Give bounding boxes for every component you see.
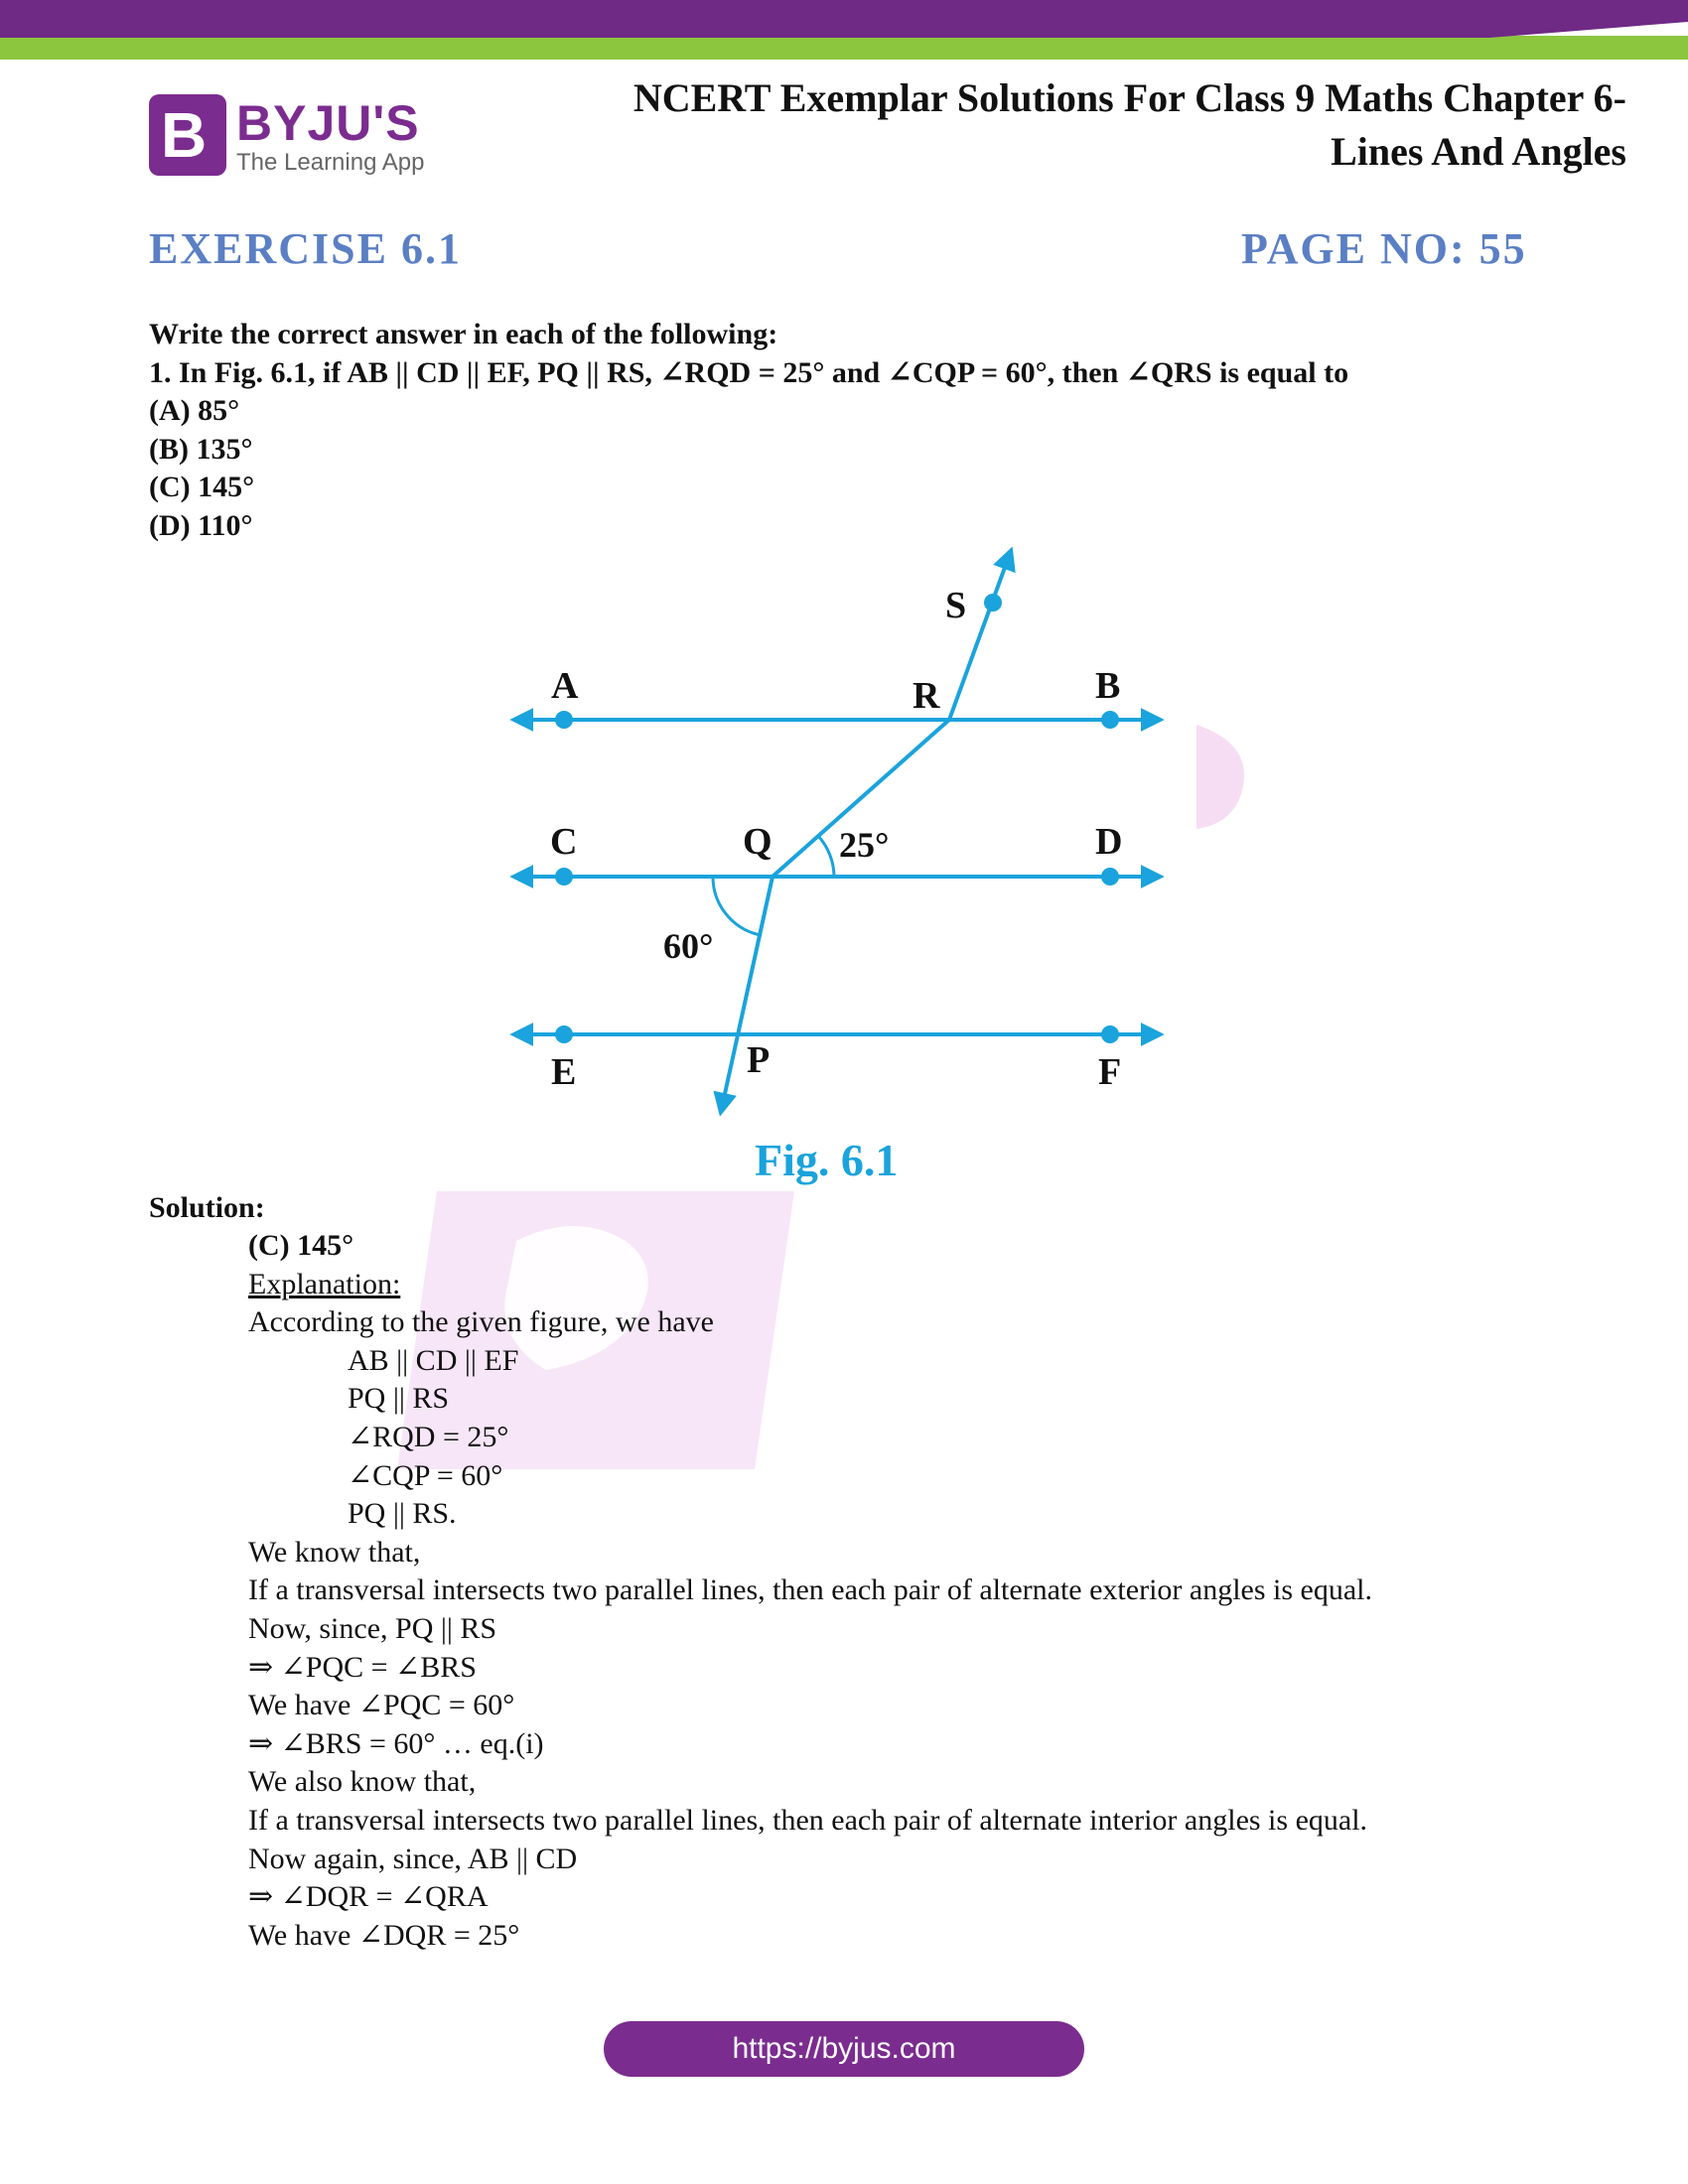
geometry-figure bbox=[496, 541, 1211, 1137]
given-2: PQ || RS bbox=[348, 1382, 450, 1416]
arc-60 bbox=[713, 877, 761, 935]
question-text: 1. In Fig. 6.1, if AB || CD || EF, PQ || RS, ∠RQD = 25° and ∠CQP = 60°, then ∠QRS is equal to bbox=[149, 355, 1349, 389]
byjus-logo bbox=[149, 94, 447, 184]
step-4: ⇒ ∠PQC = ∠BRS bbox=[248, 1650, 477, 1684]
label-p: P bbox=[747, 1039, 771, 1081]
step-7: We also know that, bbox=[248, 1765, 477, 1799]
given-3: ∠RQD = 25° bbox=[348, 1420, 509, 1453]
given-5: PQ || RS. bbox=[348, 1497, 457, 1531]
label-q: Q bbox=[743, 821, 773, 863]
given-4: ∠CQP = 60° bbox=[348, 1458, 503, 1492]
option-a: (A) 85° bbox=[149, 394, 240, 427]
figure-caption: Fig. 6.1 bbox=[755, 1135, 899, 1185]
label-d: D bbox=[1095, 821, 1123, 863]
label-r: R bbox=[913, 675, 940, 717]
page-number: PAGE NO: 55 bbox=[1241, 224, 1527, 273]
document-title: NCERT Exemplar Solutions For Class 9 Maths Chapter 6- Lines And Angles bbox=[633, 75, 1626, 174]
line-rs bbox=[949, 551, 1011, 720]
brand-name: BYJU'S bbox=[236, 95, 420, 151]
brand-tagline: The Learning App bbox=[236, 149, 425, 176]
instruction: Write the correct answer in each of the following: bbox=[149, 318, 778, 350]
option-d: (D) 110° bbox=[149, 508, 253, 542]
step-9: Now again, since, AB || CD bbox=[248, 1842, 578, 1875]
step-6: ⇒ ∠BRS = 60° … eq.(i) bbox=[248, 1726, 544, 1760]
question-block bbox=[149, 316, 1569, 545]
label-s: S bbox=[945, 585, 967, 626]
top-banner bbox=[0, 0, 1688, 60]
explanation-label: Explanation: bbox=[248, 1267, 401, 1300]
step-10: ⇒ ∠DQR = ∠QRA bbox=[248, 1880, 489, 1914]
exercise-heading: EXERCISE 6.1 bbox=[149, 224, 462, 273]
given-1: AB || CD || EF bbox=[348, 1343, 519, 1377]
answer: (C) 145° bbox=[248, 1229, 354, 1262]
label-b: B bbox=[1095, 665, 1121, 707]
option-c: (C) 145° bbox=[149, 471, 255, 503]
angle-60-label: 60° bbox=[663, 926, 714, 966]
step-3: Now, since, PQ || RS bbox=[248, 1611, 497, 1645]
step-1: We know that, bbox=[248, 1535, 421, 1569]
label-e: E bbox=[551, 1051, 577, 1093]
label-f: F bbox=[1098, 1051, 1122, 1093]
footer-url-link[interactable]: https://byjus.com bbox=[604, 2021, 1084, 2077]
option-b: (B) 135° bbox=[149, 432, 253, 466]
step-2: If a transversal intersects two parallel lines, then each pair of alternate exterior angles is equal. bbox=[248, 1573, 1373, 1607]
step-5: We have ∠PQC = 60° bbox=[248, 1689, 515, 1722]
arc-25 bbox=[818, 836, 834, 877]
solution-body bbox=[248, 1227, 1589, 1955]
intro: According to the given figure, we have bbox=[248, 1305, 714, 1339]
solution-heading: Solution: bbox=[149, 1191, 265, 1224]
angle-25-label: 25° bbox=[839, 825, 890, 865]
logo-mark: B bbox=[149, 94, 226, 176]
label-a: A bbox=[551, 665, 579, 707]
label-c: C bbox=[550, 821, 578, 863]
step-11: We have ∠DQR = 25° bbox=[248, 1918, 520, 1952]
step-8: If a transversal intersects two parallel lines, then each pair of alternate interior angles is equal. bbox=[248, 1803, 1368, 1837]
